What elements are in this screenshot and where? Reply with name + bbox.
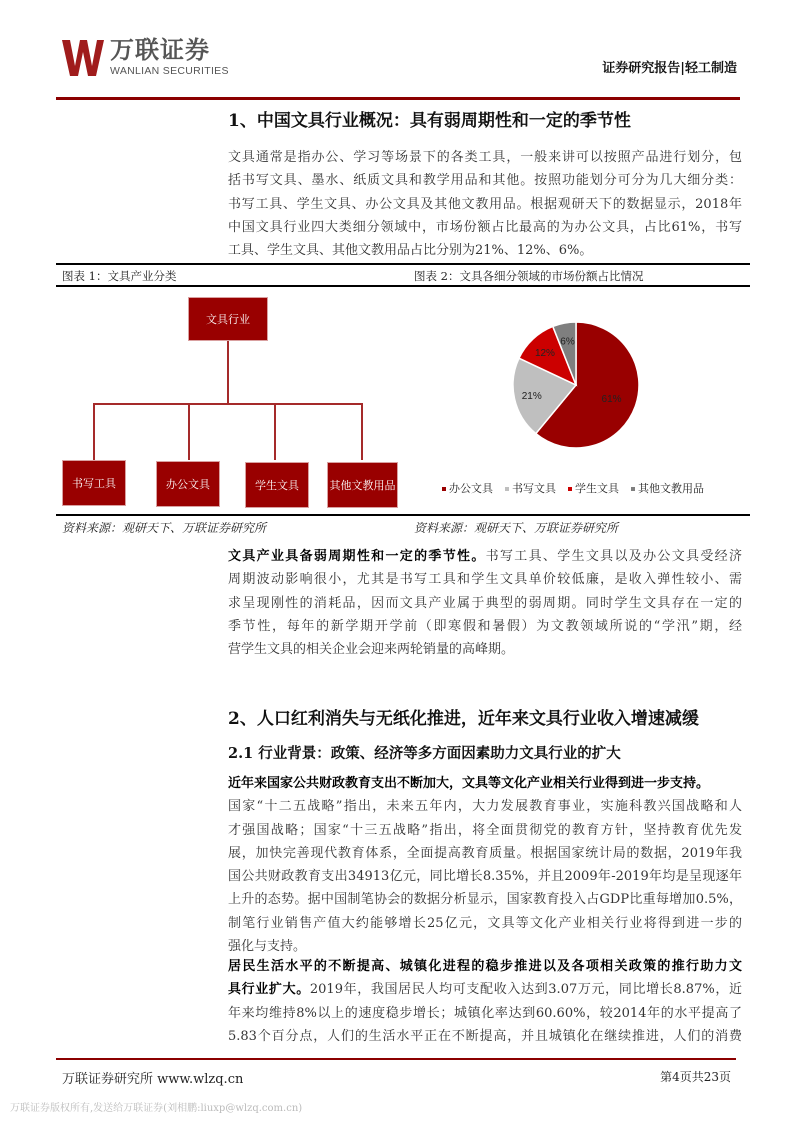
connector <box>93 403 95 460</box>
pie-legend <box>442 480 704 496</box>
bold-lead: 具行业扩大。 <box>228 982 310 998</box>
figure-1-source: 资料来源：观研天下、万联证券研究所 <box>62 521 267 535</box>
text-line: 国家“十二五战略”指出，未来五年内，大力发展教育事业，实施科教兴国战略和人 <box>228 799 742 815</box>
footer-divider <box>56 1058 736 1060</box>
text-line: 制笔行业销售产值大约能够增长25亿元，文具等文化产业相关行业将得到进一步的 <box>228 915 742 931</box>
data-label: 61% <box>601 393 622 405</box>
data-label: 12% <box>534 347 555 359</box>
logo-text: 万联证券 <box>110 36 210 64</box>
connector <box>188 403 190 460</box>
copyright-watermark: 万联证券版权所有,发送给万联证券(刘相鹏:liuxp@wlzq.com.cn) <box>10 1103 303 1114</box>
text-line: 书写工具、学生文具、办公文具及其他文教用品。根据观研天下的数据显示，2018年 <box>228 196 742 212</box>
legend-item <box>505 480 556 496</box>
bold-lead: 居民生活水平的不断提高、城镇化进程的稳步推进以及各项相关政策的推行助力文 <box>228 959 742 974</box>
section-1-heading: 1、中国文具行业概况：具有弱周期性和一定的季节性 <box>228 111 631 131</box>
text-line: 营学生文具的相关企业会迎来两轮销量的高峰期。 <box>228 642 515 658</box>
legend-label: 书写文具 <box>512 482 556 495</box>
legend-swatch <box>505 487 509 491</box>
legend-swatch <box>568 487 572 491</box>
footer-institute: 万联证券研究所 www.wlzq.cn <box>62 1072 244 1087</box>
connector <box>93 403 363 405</box>
figure-1-caption: 图表 1：文具产业分类 <box>62 269 177 283</box>
report-type: 证券研究报告|轻工制造 <box>602 61 737 76</box>
text-line <box>228 955 742 978</box>
text-line: 季节性，每年的新学期开学前（即寒假和暑假）为文教领域所说的“学汛”期，经 <box>228 618 742 634</box>
text-line: 展，加快完善现代教育体系，全面提高教育质量。根据国家统计局的数据，2019年我 <box>228 845 742 861</box>
text-line: 中国文具行业四大类细分领域中，市场份额占比最高的为办公文具，占比61%，书写 <box>228 219 742 235</box>
figure-2-caption: 图表 2：文具各细分领域的市场份额占比情况 <box>414 269 644 283</box>
org-node-office-supplies: 办公文具 <box>156 461 220 507</box>
legend-item <box>568 480 619 496</box>
legend-swatch <box>631 487 635 491</box>
text-line: 5.83个百分点，人们的生活水平正在不断提高，并且城镇化在继续推进，人们的消费 <box>228 1028 742 1044</box>
logo-subtext: WANLIAN SECURITIES <box>110 65 229 77</box>
paragraph-education-spending <box>228 772 742 958</box>
logo-mark-icon <box>62 40 104 76</box>
text-line: 年来均维持8%以上的速度稳步增长；城镇化率达到60.60%，较2014年的水平提高了 <box>228 1005 742 1021</box>
text-run: 书写工具、学生文具以及办公文具受经济 <box>485 549 742 564</box>
bold-lead: 近年来国家公共财政教育支出不断加大，文具等文化产业相关行业得到进一步支持。 <box>228 776 710 791</box>
data-label: 6% <box>560 336 575 348</box>
text-line: 文具通常是指办公、学习等场景下的各类工具，一般来讲可以按照产品进行划分，包 <box>228 150 742 165</box>
connector <box>227 341 229 405</box>
legend-label: 学生文具 <box>575 482 619 495</box>
legend-label: 其他文教用品 <box>638 482 704 495</box>
paragraph-cyclicality <box>228 545 742 661</box>
text-line: 强化与支持。 <box>228 939 307 955</box>
legend-item <box>631 480 704 496</box>
figure-top-rule <box>56 263 750 265</box>
connector <box>361 403 363 460</box>
data-label: 21% <box>521 390 542 402</box>
text-line: 才强国战略；国家“十三五战略”指出，将全面贯彻党的教育方针，坚持教育优先发 <box>228 822 742 838</box>
text-run: 2019年，我国居民人均可支配收入达到3.07万元，同比增长8.87%，近 <box>309 982 742 998</box>
org-root-node: 文具行业 <box>188 297 268 341</box>
bold-lead: 文具产业具备弱周期性和一定的季节性。 <box>228 549 486 564</box>
org-node-other-supplies: 其他文教用品 <box>327 462 398 508</box>
page-number: 第4页共23页 <box>660 1070 731 1084</box>
text-line: 国公共财政教育支出34913亿元，同比增长8.35%，并且2009年-2019年均是呈现逐年 <box>228 869 742 885</box>
figure-2-source: 资料来源：观研天下、万联证券研究所 <box>414 521 619 535</box>
legend-item <box>442 480 493 496</box>
section-2-1-heading: 2.1 行业背景：政策、经济等多方面因素助力文具行业的扩大 <box>228 745 621 762</box>
text-line <box>228 545 742 568</box>
figure-caption-rule <box>56 285 750 287</box>
org-node-student-supplies: 学生文具 <box>245 462 309 508</box>
header-divider <box>56 97 740 100</box>
text-line: 周期波动影响很小，尤其是书写工具和学生文具单价较低廉，是收入弹性较小、需 <box>228 572 742 588</box>
connector <box>274 403 276 460</box>
legend-swatch <box>442 487 446 491</box>
text-line: 括书写文具、墨水、纸质文具和教学用品和其他。按照功能划分可分为几大细分类： <box>228 173 742 189</box>
figure-bottom-rule <box>56 514 750 516</box>
paragraph-living-standards <box>228 955 742 1048</box>
section-1-paragraph <box>228 146 742 262</box>
text-line <box>228 978 742 1001</box>
text-line: 求呈现刚性的消耗品，因而文具产业属于典型的弱周期。同时学生文具存在一定的 <box>228 595 742 611</box>
text-line: 上升的态势。据中国制笔协会的数据分析显示，国家教育投入占GDP比重每增加0.5%， <box>228 892 742 908</box>
text-line <box>228 772 742 795</box>
legend-label: 办公文具 <box>449 482 493 495</box>
section-2-heading: 2、人口红利消失与无纸化推进，近年来文具行业收入增速减缓 <box>228 709 699 729</box>
text-line: 工具、学生文具、其他文教用品占比分别为21%、12%、6%。 <box>228 243 593 259</box>
pie-chart <box>500 310 660 460</box>
org-node-writing-tools: 书写工具 <box>62 460 126 506</box>
